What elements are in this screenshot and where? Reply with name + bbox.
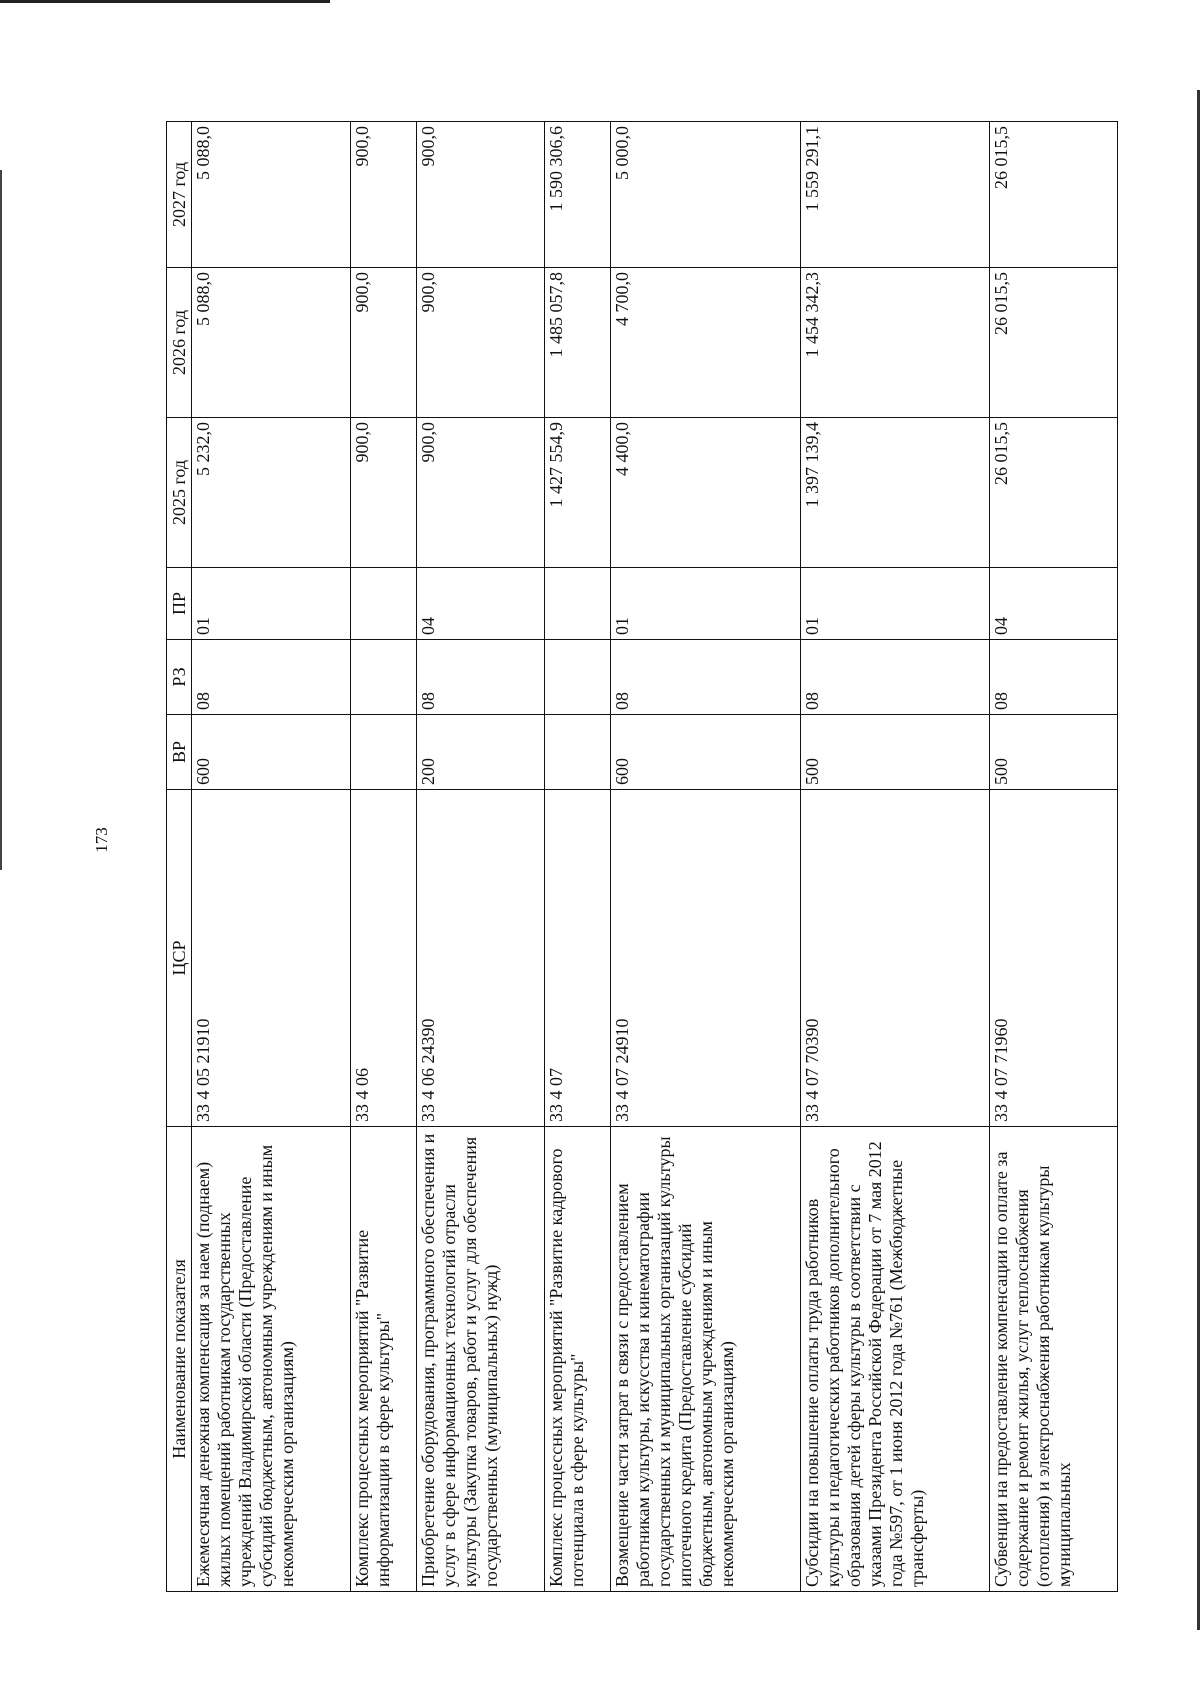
row-2026: 900,0: [416, 268, 544, 418]
row-name: Комплекс процессных мероприятий "Развитие информатизации в сфере культуры": [350, 1127, 416, 1592]
row-2026: 1 454 342,3: [800, 268, 990, 418]
header-rz: РЗ: [167, 640, 192, 715]
row-2025: 26 015,5: [990, 418, 1118, 568]
row-csr: 33 4 07 70390: [800, 790, 990, 1127]
row-2027: 5 000,0: [610, 122, 800, 268]
row-vr: 500: [800, 715, 990, 790]
row-rz: 08: [192, 640, 351, 715]
header-2025: 2025 год: [167, 418, 192, 568]
table-row: [990, 122, 1118, 1592]
row-csr: 33 4 07 24910: [610, 790, 800, 1127]
row-pr: 04: [990, 568, 1118, 640]
row-2025: 1 427 554,9: [544, 418, 610, 568]
row-pr: 01: [192, 568, 351, 640]
row-pr: [544, 568, 610, 640]
header-vr: ВР: [167, 715, 192, 790]
row-rz: [544, 640, 610, 715]
row-name: Приобретение оборудования, программного обеспечения и услуг в сфере информационных технологий отрасли культуры (Закупка товаров, работ и услуг для обеспечения государственных (муниципальных) нужд): [416, 1127, 544, 1592]
row-pr: [350, 568, 416, 640]
row-2026: 4 700,0: [610, 268, 800, 418]
table-row: [800, 122, 990, 1592]
row-pr: 04: [416, 568, 544, 640]
row-vr: 600: [610, 715, 800, 790]
table-row: [350, 122, 416, 1592]
budget-table: [166, 121, 1118, 1592]
row-2026: 26 015,5: [990, 268, 1118, 418]
row-csr: 33 4 05 21910: [192, 790, 351, 1127]
row-csr: 33 4 06 24390: [416, 790, 544, 1127]
row-rz: [350, 640, 416, 715]
row-2027: 900,0: [416, 122, 544, 268]
row-2027: 5 088,0: [192, 122, 351, 268]
table-row: [544, 122, 610, 1592]
row-vr: 600: [192, 715, 351, 790]
row-name: Ежемесячная денежная компенсация за наем (поднаем) жилых помещений работникам государственных учреждений Владимирской области (Предоставление субсидий бюджетным, автономным учреждениям и иным некоммерческим организациям): [192, 1127, 351, 1592]
row-2025: 900,0: [416, 418, 544, 568]
row-2025: 900,0: [350, 418, 416, 568]
row-2027: 26 015,5: [990, 122, 1118, 268]
page-number: 173: [92, 827, 111, 853]
table-row: [416, 122, 544, 1592]
budget-table-rotated: [166, 122, 1118, 1592]
row-rz: 08: [800, 640, 990, 715]
table-row: [192, 122, 351, 1592]
row-csr: 33 4 07 71960: [990, 790, 1118, 1127]
row-rz: 08: [990, 640, 1118, 715]
header-pr: ПР: [167, 568, 192, 640]
table-header-row: [167, 122, 192, 1592]
row-vr: [350, 715, 416, 790]
table-row: [610, 122, 800, 1592]
row-rz: 08: [610, 640, 800, 715]
row-2025: 5 232,0: [192, 418, 351, 568]
header-name: Наименование показателя: [167, 1127, 192, 1592]
row-name: Субсидии на повышение оплаты труда работников культуры и педагогических работников дополнительного образования детей сферы культуры в соответствии с указами Президента Российской Федерации от 7 мая 2012 года №597, от 1 июня 2012 года №761 (Межбюджетные трансферты): [800, 1127, 990, 1592]
scan-edge-left: [0, 170, 2, 870]
header-2026: 2026 год: [167, 268, 192, 418]
row-pr: 01: [800, 568, 990, 640]
row-csr: 33 4 07: [544, 790, 610, 1127]
row-2025: 1 397 139,4: [800, 418, 990, 568]
row-vr: 500: [990, 715, 1118, 790]
row-2026: 5 088,0: [192, 268, 351, 418]
row-2027: 1 559 291,1: [800, 122, 990, 268]
row-name: Комплекс процессных мероприятий "Развитие кадрового потенциала в сфере культуры": [544, 1127, 610, 1592]
header-csr: ЦСР: [167, 790, 192, 1127]
row-vr: [544, 715, 610, 790]
row-2027: 1 590 306,6: [544, 122, 610, 268]
row-vr: 200: [416, 715, 544, 790]
row-rz: 08: [416, 640, 544, 715]
row-csr: 33 4 06: [350, 790, 416, 1127]
row-2027: 900,0: [350, 122, 416, 268]
row-2026: 900,0: [350, 268, 416, 418]
row-pr: 01: [610, 568, 800, 640]
row-name: Возмещение части затрат в связи с предоставлением работникам культуры, искусства и кинематографии государственных и муниципальных организаций культуры ипотечного кредита (Предоставление субсидий бюджетным, автономным учреждениям и иным некоммерческим организациям): [610, 1127, 800, 1592]
row-2025: 4 400,0: [610, 418, 800, 568]
scan-edge-top: [0, 0, 330, 3]
header-2027: 2027 год: [167, 122, 192, 268]
row-2026: 1 485 057,8: [544, 268, 610, 418]
row-name: Субвенции на предоставление компенсации по оплате за содержание и ремонт жилья, услуг теплоснабжения (отопления) и электроснабжения работникам культуры муниципальных: [990, 1127, 1118, 1592]
